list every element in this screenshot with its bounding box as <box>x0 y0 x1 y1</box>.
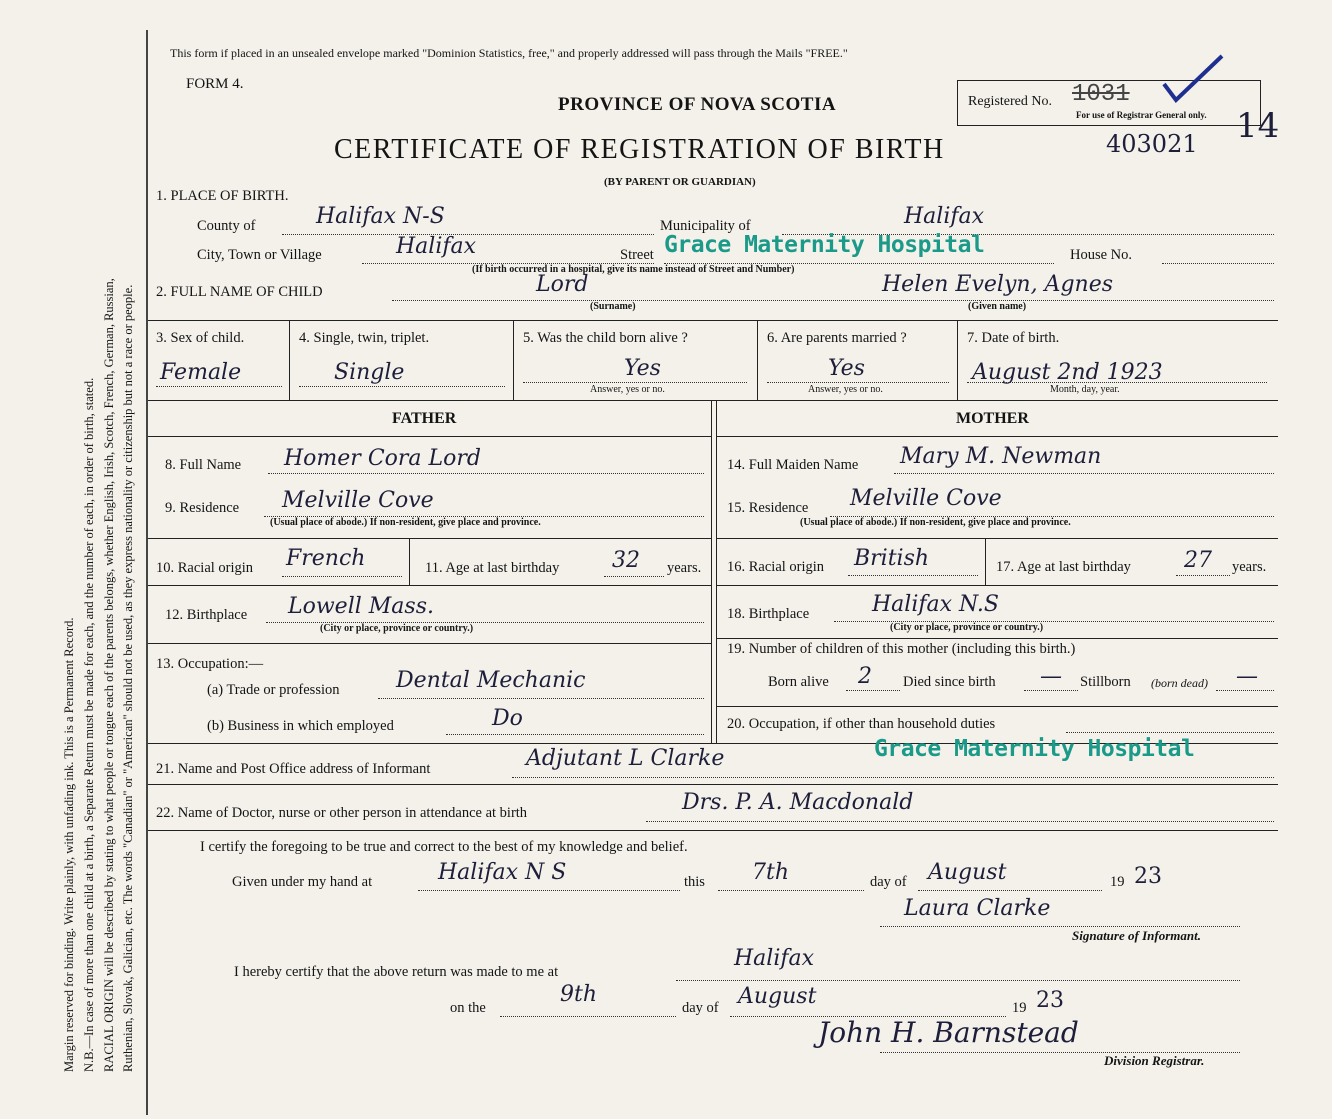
given-place-line <box>418 890 680 891</box>
reg-month-value: August <box>738 984 817 1009</box>
divider <box>148 830 1278 831</box>
reg-day-of-label: day of <box>682 1000 719 1016</box>
born-alive-count-label: Born alive <box>768 674 829 690</box>
mother-age-value: 27 <box>1184 548 1212 573</box>
check-mark-icon <box>1160 50 1230 110</box>
father-race-label: 10. Racial origin <box>156 560 254 576</box>
stillborn-value: — <box>1236 664 1258 689</box>
divider <box>716 538 1278 539</box>
business-value: Do <box>492 706 523 731</box>
divider <box>757 320 758 400</box>
doctor-value: Drs. P. A. Macdonald <box>682 790 914 815</box>
dob-note: Month, day, year. <box>1050 384 1120 395</box>
mother-heading: MOTHER <box>956 410 1029 427</box>
born-alive-value: Yes <box>624 356 661 381</box>
plurality-value: Single <box>334 360 405 385</box>
registrar-label: Division Registrar. <box>1104 1053 1205 1068</box>
father-name-line <box>268 473 704 474</box>
business-line <box>446 734 704 735</box>
margin-note: Margin reserved for binding. Write plainly, with unfading ink. This is a Permanent Record. <box>62 617 76 1072</box>
province-heading: PROVINCE OF NOVA SCOTIA <box>558 94 837 115</box>
trade-label: (a) Trade or profession <box>207 682 340 698</box>
trade-line <box>378 698 704 699</box>
racial-origin-note-1: RACIAL ORIGIN will be described by stating to what people or tongue each of the parents belongs, whether English, Irish, Scotch, French, German, Russian, <box>102 278 116 1072</box>
divider <box>148 784 1278 785</box>
dob-value: August 2nd 1923 <box>972 360 1163 385</box>
informant-line <box>512 777 1274 778</box>
father-race-line <box>282 576 402 577</box>
father-race-value: French <box>286 546 366 571</box>
children-label: 19. Number of children of this mother (including this birth.) <box>727 641 1076 657</box>
day-line <box>718 890 864 891</box>
mother-birthplace-value: Halifax N.S <box>872 592 999 617</box>
born-alive-note: Answer, yes or no. <box>590 384 665 395</box>
child-given-name: Helen Evelyn, Agnes <box>882 272 1113 297</box>
father-heading: FATHER <box>392 410 457 427</box>
father-name-value: Homer Cora Lord <box>284 446 481 471</box>
reg-day-value: 9th <box>560 982 598 1007</box>
father-birthplace-label: 12. Birthplace <box>165 607 248 623</box>
father-residence-value: Melville Cove <box>282 488 434 513</box>
died-label: Died since birth <box>903 674 996 690</box>
mother-birthplace-label: 18. Birthplace <box>727 606 810 622</box>
informant-signature: Laura Clarke <box>904 896 1051 921</box>
given-place-value: Halifax N S <box>438 860 567 885</box>
place-section-label: 1. PLACE OF BIRTH. <box>156 188 289 204</box>
month-line <box>918 890 1102 891</box>
signature-label: Signature of Informant. <box>1072 928 1201 943</box>
occupation-label: 13. Occupation:— <box>156 656 264 672</box>
child-name-label: 2. FULL NAME OF CHILD <box>156 284 323 300</box>
given-name-note: (Given name) <box>968 301 1027 312</box>
binding-margin <box>0 0 148 1119</box>
divider <box>985 538 986 585</box>
informant-hospital-stamp: Grace Maternity Hospital <box>874 736 1195 762</box>
married-label: 6. Are parents married ? <box>767 330 907 346</box>
child-name-line <box>392 300 1274 301</box>
mother-occupation-line <box>1066 732 1274 733</box>
municipality-value: Halifax <box>904 204 985 229</box>
born-alive-count-value: 2 <box>858 664 872 689</box>
house-line <box>1162 263 1274 264</box>
mother-occupation-label: 20. Occupation, if other than household duties <box>727 716 996 732</box>
mother-birthplace-note: (City or place, province or country.) <box>890 622 1044 633</box>
dob-line <box>967 382 1267 383</box>
reg-year-prefix: 19 <box>1012 1000 1027 1016</box>
divider <box>716 638 1278 639</box>
reg-year-value: 23 <box>1036 988 1064 1013</box>
mother-race-value: British <box>854 546 930 571</box>
year-value: 23 <box>1134 864 1162 889</box>
informant-label: 21. Name and Post Office address of Informant <box>156 761 431 777</box>
mother-residence-note: (Usual place of abode.) If non-resident, give place and province. <box>800 517 1071 528</box>
informant-value: Adjutant L Clarke <box>526 746 725 771</box>
registrar-statement: I hereby certify that the above return was made to me at <box>234 964 559 980</box>
father-birthplace-note: (City or place, province or country.) <box>320 623 474 634</box>
mother-name-label: 14. Full Maiden Name <box>727 457 859 473</box>
plurality-label: 4. Single, twin, triplet. <box>299 330 430 346</box>
day-of-label: day of <box>870 874 907 890</box>
divider <box>957 320 958 400</box>
mother-name-line <box>894 473 1274 474</box>
county-label: County of <box>197 218 256 234</box>
mother-age-unit: years. <box>1232 559 1267 575</box>
mother-age-label: 17. Age at last birthday <box>996 559 1131 575</box>
doctor-line <box>646 821 1274 822</box>
certification-statement: I certify the foregoing to be true and correct to the best of my knowledge and belief. <box>200 839 688 855</box>
reg-day-line <box>500 1016 676 1017</box>
divider <box>716 585 1278 586</box>
died-value: — <box>1040 664 1062 689</box>
business-label: (b) Business in which employed <box>207 718 394 734</box>
father-age-label: 11. Age at last birthday <box>425 560 560 576</box>
page-subtitle: (BY PARENT OR GUARDIAN) <box>604 176 756 188</box>
divider <box>148 585 711 586</box>
divider <box>289 320 290 400</box>
born-alive-label: 5. Was the child born alive ? <box>523 330 688 346</box>
mail-notice: This form if placed in an unsealed envelope marked "Dominion Statistics, free," and properly addressed will pass through the Mails "FREE." <box>170 46 848 60</box>
divider <box>148 320 1278 321</box>
dob-label: 7. Date of birth. <box>967 330 1060 346</box>
street-note: (If birth occurred in a hospital, give its name instead of Street and Number) <box>472 264 795 275</box>
mother-residence-label: 15. Residence <box>727 500 809 516</box>
married-line <box>767 382 949 383</box>
on-the-label: on the <box>450 1000 486 1016</box>
divider <box>409 538 410 585</box>
form-number: FORM 4. <box>186 76 244 92</box>
father-age-value: 32 <box>612 548 640 573</box>
mother-race-label: 16. Racial origin <box>727 559 825 575</box>
plurality-line <box>299 386 505 387</box>
column-divider <box>716 400 717 743</box>
day-value: 7th <box>752 860 790 885</box>
signature-line <box>880 926 1240 927</box>
this-label: this <box>684 874 705 890</box>
hospital-stamp: Grace Maternity Hospital <box>664 232 985 258</box>
month-value: August <box>928 860 1007 885</box>
mother-race-line <box>848 575 978 576</box>
handwritten-suffix: 14 <box>1236 106 1280 146</box>
divider <box>148 400 1278 401</box>
city-value: Halifax <box>396 234 477 259</box>
mother-residence-value: Melville Cove <box>850 486 1002 511</box>
registrar-place-line <box>676 980 1240 981</box>
county-value: Halifax N-S <box>316 204 445 229</box>
sex-value: Female <box>160 360 242 385</box>
sex-label: 3. Sex of child. <box>156 330 245 346</box>
divider <box>513 320 514 400</box>
divider <box>148 436 711 437</box>
trade-value: Dental Mechanic <box>396 668 586 693</box>
racial-origin-note-2: Ruthenian, Slovak, Galician, etc. The words "Canadian" or "American" should not be used, as they express nationality or citizenship but not a race or people. <box>121 284 135 1072</box>
registered-note: For use of Registrar General only. <box>1076 110 1207 120</box>
stillborn-note: (born dead) <box>1151 676 1208 690</box>
doctor-label: 22. Name of Doctor, nurse or other person in attendance at birth <box>156 805 528 821</box>
child-surname: Lord <box>536 272 589 297</box>
column-divider <box>711 400 712 743</box>
registrar-signature: John H. Barnstead <box>818 1016 1079 1049</box>
multiple-birth-note: N.B.—In case of more than one child at a birth, a Separate Return must be made for each, and the number of each, in order of birth, stated. <box>82 377 96 1072</box>
given-label: Given under my hand at <box>232 874 373 890</box>
married-note: Answer, yes or no. <box>808 384 883 395</box>
born-alive-line <box>523 382 747 383</box>
handwritten-number: 403021 <box>1106 130 1198 158</box>
father-name-label: 8. Full Name <box>165 457 242 473</box>
street-label: Street <box>620 247 654 263</box>
registrar-place-value: Halifax <box>734 946 815 971</box>
born-alive-count-line <box>846 690 900 691</box>
married-value: Yes <box>828 356 865 381</box>
surname-note: (Surname) <box>590 301 636 312</box>
father-birthplace-value: Lowell Mass. <box>288 594 434 619</box>
divider <box>716 706 1278 707</box>
stillborn-label: Stillborn <box>1080 674 1131 690</box>
city-label: City, Town or Village <box>197 247 322 263</box>
mother-name-value: Mary M. Newman <box>900 444 1102 469</box>
stillborn-line <box>1216 690 1274 691</box>
binding-line <box>146 30 148 1115</box>
divider <box>716 436 1278 437</box>
died-line <box>1024 690 1078 691</box>
year-prefix: 19 <box>1110 874 1125 890</box>
house-label: House No. <box>1070 247 1133 263</box>
mother-age-line <box>1176 575 1230 576</box>
sex-line <box>156 386 282 387</box>
municipality-label: Municipality of <box>660 218 751 234</box>
father-residence-note: (Usual place of abode.) If non-resident, give place and province. <box>270 517 541 528</box>
registered-label: Registered No. <box>968 94 1052 109</box>
divider <box>148 643 711 644</box>
divider <box>148 538 711 539</box>
father-age-line <box>604 576 664 577</box>
father-residence-label: 9. Residence <box>165 500 240 516</box>
page-title: CERTIFICATE OF REGISTRATION OF BIRTH <box>334 134 945 165</box>
registered-number: 1031 <box>1072 81 1130 108</box>
father-age-unit: years. <box>667 560 702 576</box>
